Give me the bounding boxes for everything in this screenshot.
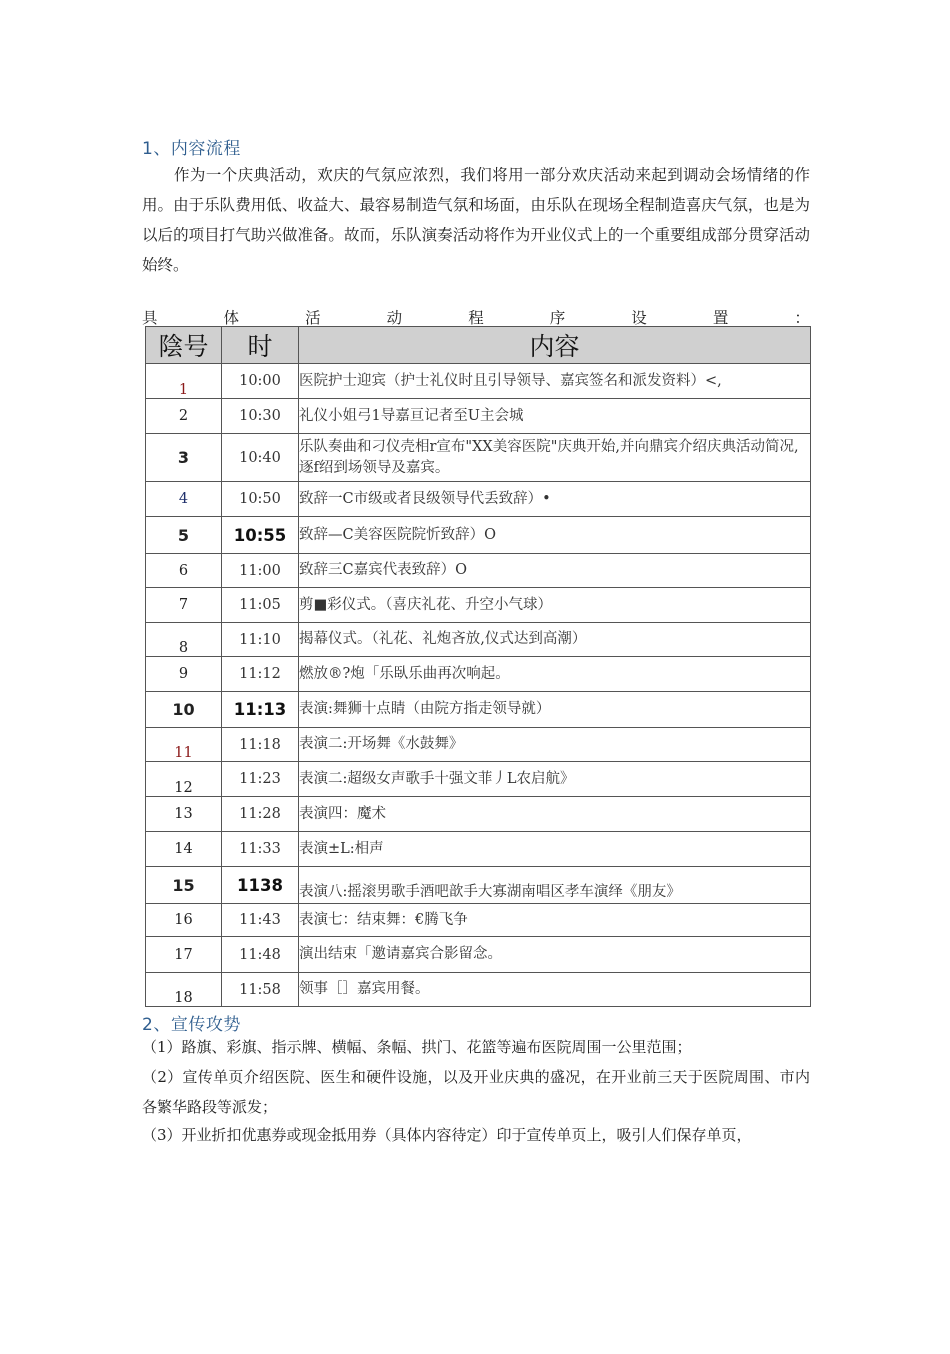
header-number: 陰号 (146, 327, 222, 364)
schedule-intro-char: 具 (142, 309, 158, 327)
row-number: 17 (146, 937, 222, 973)
schedule-table (145, 326, 811, 1007)
row-number: 2 (146, 399, 222, 434)
schedule-intro-char: 序 (549, 309, 566, 327)
row-content: 领事［］嘉宾用餐。 (299, 973, 811, 1007)
row-time: 11:05 (222, 588, 299, 623)
row-content: 致辞一C市级或者艮级领导代丢致辞）• (299, 482, 811, 517)
table-row (146, 728, 811, 762)
schedule-intro-char: ： (794, 309, 810, 327)
table-row (146, 797, 811, 832)
row-time: 11:12 (222, 657, 299, 692)
row-time: 10:40 (222, 434, 299, 482)
row-number: 12 (146, 762, 222, 797)
section-heading-promotion: 2、宣传攻势 (142, 1015, 241, 1035)
row-time: 11:33 (222, 832, 299, 867)
table-row (146, 588, 811, 623)
row-number: 16 (146, 904, 222, 937)
row-time: 10:00 (222, 364, 299, 399)
header-content: 内容 (299, 327, 811, 364)
row-number: 10 (146, 692, 222, 728)
section-heading-process: 1、内容流程 (142, 139, 241, 159)
row-number: 1 (146, 364, 222, 399)
row-number: 14 (146, 832, 222, 867)
table-row (146, 937, 811, 973)
row-time: 11:58 (222, 973, 299, 1007)
row-content: 礼仪小姐弓1导嘉亘记者至U主会城 (299, 399, 811, 434)
row-content: 演出结束「邀请嘉宾合影留念。 (299, 937, 811, 973)
table-row (146, 623, 811, 657)
header-time: 时 (222, 327, 299, 364)
promotion-item: （3）开业折扣优惠券或现金抵用券（具体内容待定）印于宣传单页上，吸引人们保存单页， (142, 1126, 752, 1144)
row-number: 3 (146, 434, 222, 482)
row-content: 医院护士迎宾（护士礼仪时且引导领导、嘉宾签名和派发资料）<, (299, 364, 811, 399)
table-row (146, 657, 811, 692)
row-number: 13 (146, 797, 222, 832)
row-number: 18 (146, 973, 222, 1007)
row-content: 表演二:开场舞《水鼓舞》 (299, 728, 811, 762)
row-time: 11:23 (222, 762, 299, 797)
table-row (146, 482, 811, 517)
row-time: 11:13 (222, 692, 299, 728)
row-content: 致辞三C嘉宾代表致辞）O (299, 554, 811, 588)
intro-paragraph: 作为一个庆典活动，欢庆的气氛应浓烈，我们将用一部分欢庆活动来起到调动会场情绪的作用。由于乐队费用低、收益大、最容易制造气氛和场面，由乐队在现场全程制造喜庆气氛，也是为以后的项目打气助兴做准备。故而，乐队演奏活动将作为开业仪式上的一个重要组成部分贯穿活动始终。 (142, 166, 810, 274)
row-number: 4 (146, 482, 222, 517)
row-number: 7 (146, 588, 222, 623)
row-number: 9 (146, 657, 222, 692)
row-number: 15 (146, 867, 222, 904)
table-row (146, 904, 811, 937)
row-time: 1138 (222, 867, 299, 904)
row-time: 11:00 (222, 554, 299, 588)
row-number: 5 (146, 517, 222, 554)
row-number: 11 (146, 728, 222, 762)
schedule-intro-char: 动 (386, 309, 403, 327)
table-row (146, 364, 811, 399)
schedule-intro-char: 活 (305, 309, 321, 327)
promotion-item: （2）宣传单页介绍医院、医生和硬件设施，以及开业庆典的盛况，在开业前三天于医院周围、市内各繁华路段等派发； (142, 1068, 810, 1116)
row-time: 10:50 (222, 482, 299, 517)
row-time: 11:28 (222, 797, 299, 832)
row-time: 10:30 (222, 399, 299, 434)
schedule-intro-line (142, 306, 810, 328)
table-header-row (146, 327, 811, 364)
schedule-intro-char: 程 (468, 309, 484, 327)
schedule-intro-char: 置 (712, 309, 729, 327)
row-content: 致辞—C美容医院院忻致辞）O (299, 517, 811, 554)
row-number: 8 (146, 623, 222, 657)
row-content: 揭幕仪式。（礼花、礼炮吝放,仪式达到高潮） (299, 623, 811, 657)
row-time: 11:48 (222, 937, 299, 973)
row-time: 11:18 (222, 728, 299, 762)
row-time: 10:55 (222, 517, 299, 554)
row-content: 表演七：结束舞：€腾飞争 (299, 904, 811, 937)
row-content: 乐队奏曲和刁仪壳相r宣布"XX美容医院"庆典开始,并向鼎宾介绍庆典活动简况,逐f绍到场领导及嘉宾。 (299, 434, 811, 482)
row-time: 11:10 (222, 623, 299, 657)
row-content: 表演二:超级女声歌手十强文菲丿L农启航》 (299, 762, 811, 797)
row-content: 表演四：魔术 (299, 797, 811, 832)
row-content: 表演±L:相声 (299, 832, 811, 867)
row-number: 6 (146, 554, 222, 588)
table-row (146, 762, 811, 797)
row-content: 表演:舞狮十点睛（由院方指走领导就） (299, 692, 811, 728)
row-content: 剪■彩仪式。（喜庆礼花、升空小气球） (299, 588, 811, 623)
table-row (146, 692, 811, 728)
row-time: 11:43 (222, 904, 299, 937)
table-row (146, 973, 811, 1007)
row-content: 燃放®?炮「乐臥乐曲再次响起。 (299, 657, 811, 692)
table-row (146, 434, 811, 482)
table-row (146, 554, 811, 588)
schedule-intro-char: 体 (223, 309, 240, 327)
table-row (146, 832, 811, 867)
table-row (146, 867, 811, 904)
schedule-intro-char: 设 (631, 309, 647, 327)
table-row (146, 399, 811, 434)
promotion-item: （1）路旗、彩旗、指示牌、横幅、条幅、拱门、花篮等遍布医院周围一公里范围； (142, 1038, 692, 1056)
table-row (146, 517, 811, 554)
row-content: 表演八:摇滚男歌手酒吧歆手大寡湖南唱区孝车演绎《朋友》 (299, 867, 811, 904)
